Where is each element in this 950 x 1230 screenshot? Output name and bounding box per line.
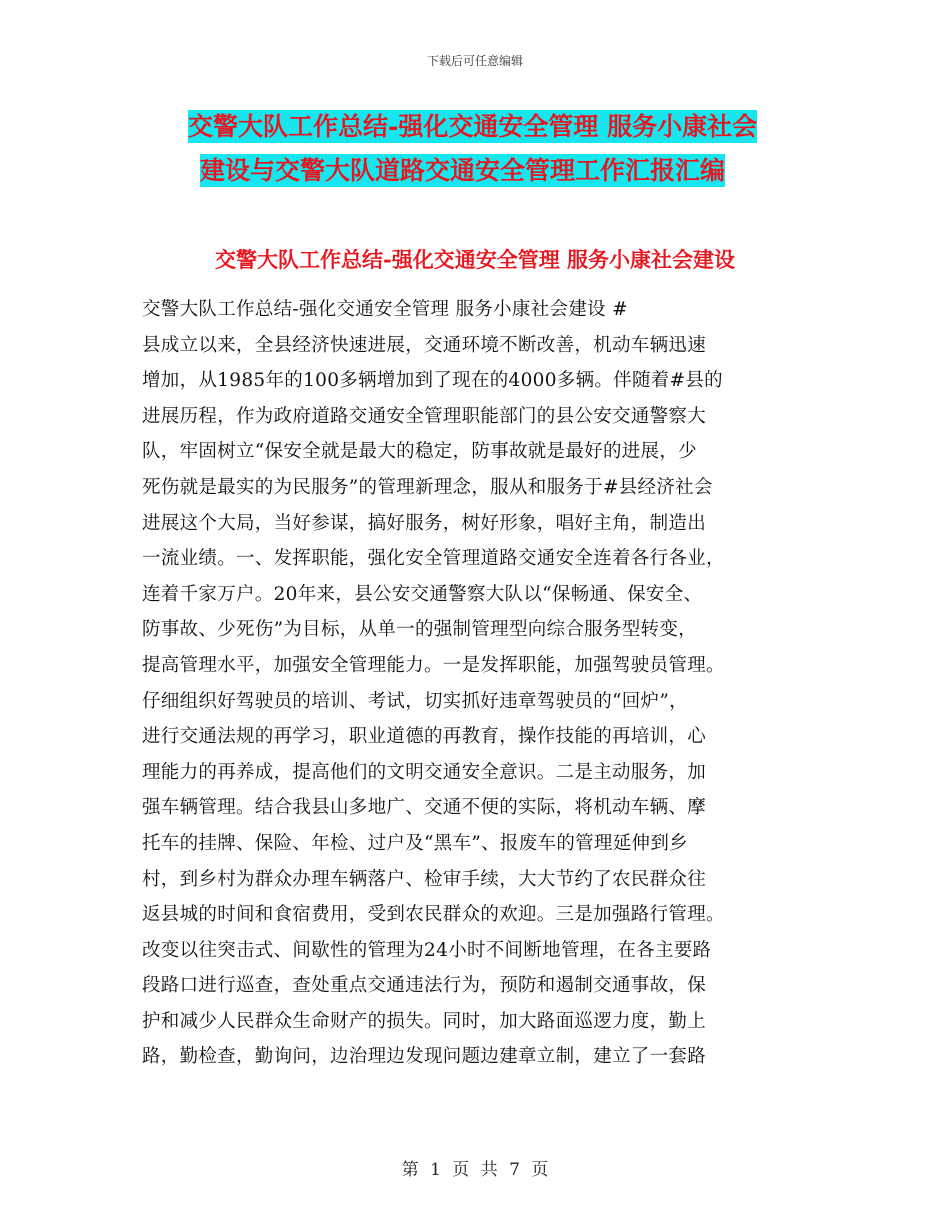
body-line: 进行交通法规的再学习，职业道德的再教育，操作技能的再培训，心: [142, 726, 707, 748]
title-line-2-text: 建设与交警大队道路交通安全管理工作汇报汇编: [200, 156, 726, 185]
body-line: 返县城的时间和食宿费用，受到农民群众的欢迎。三是加强路行管理。: [142, 904, 725, 926]
body-line: 队，牢固树立“保安全就是最大的稳定，防事故就是最好的进展，少: [142, 441, 697, 463]
document-title-line-2: [200, 150, 820, 192]
body-text: [142, 292, 810, 1075]
section-heading: 交警大队工作总结-强化交通安全管理 服务小康社会建设: [214, 247, 736, 272]
body-line: 段路口进行巡查，查处重点交通违法行为，预防和遏制交通事故，保: [142, 975, 707, 997]
body-line: 交警大队工作总结-强化交通安全管理 服务小康社会建设 #: [142, 299, 628, 320]
body-line: 路，勤检查，勤询问，边治理边发现问题边建章立制，建立了一套路: [142, 1046, 707, 1068]
body-line: 护和减少人民群众生命财产的损失。同时，加大路面巡逻力度，勤上: [142, 1010, 707, 1032]
body-line: 托车的挂牌、保险、年检、过户及“黑车”、报废车的管理延伸到乡: [142, 832, 688, 854]
document-title-line-1: [188, 106, 808, 148]
body-line: 进展历程，作为政府道路交通安全管理职能部门的县公安交通警察大: [142, 405, 707, 427]
body-line: 改变以往突击式、间歇性的管理为24小时不间断地管理，在各主要路: [142, 939, 712, 961]
body-line: 一流业绩。一、发挥职能，强化安全管理道路交通安全连着各行各业，: [142, 548, 725, 570]
body-line: 提高管理水平，加强安全管理能力。一是发挥职能，加强驾驶员管理。: [142, 654, 725, 676]
body-line: 仔细组织好驾驶员的培训、考试，切实抓好违章驾驶员的“回炉”，: [142, 690, 688, 712]
title-line-1-text: 交警大队工作总结-强化交通安全管理 服务小康社会: [188, 112, 758, 141]
body-line: 连着千家万户。20年来，县公安交通警察大队以“保畅通、保安全、: [142, 583, 703, 605]
body-line: 进展这个大局，当好参谋，搞好服务，树好形象，唱好主角，制造出: [142, 512, 707, 534]
page-header-note: 下载后可任意编辑: [426, 54, 523, 68]
body-line: 强车辆管理。结合我县山多地广、交通不便的实际，将机动车辆、摩: [142, 797, 707, 819]
body-line: 死伤就是最实的为民服务”的管理新理念，服从和服务于#县经济社会: [142, 476, 713, 498]
page-number: 第 1 页 共 7 页: [401, 1160, 549, 1180]
body-line: 增加，从1985年的100多辆增加到了现在的4000多辆。伴随着#县的: [142, 370, 723, 392]
body-line: 理能力的再养成，提高他们的文明交通安全意识。二是主动服务，加: [142, 761, 707, 783]
body-line: 防事故、少死伤”为目标，从单一的强制管理型向综合服务型转变，: [142, 619, 697, 641]
body-line: 村，到乡村为群众办理车辆落户、检审手续，大大节约了农民群众往: [142, 868, 707, 890]
body-line: 县成立以来，全县经济快速进展，交通环境不断改善，机动车辆迅速: [142, 334, 707, 356]
